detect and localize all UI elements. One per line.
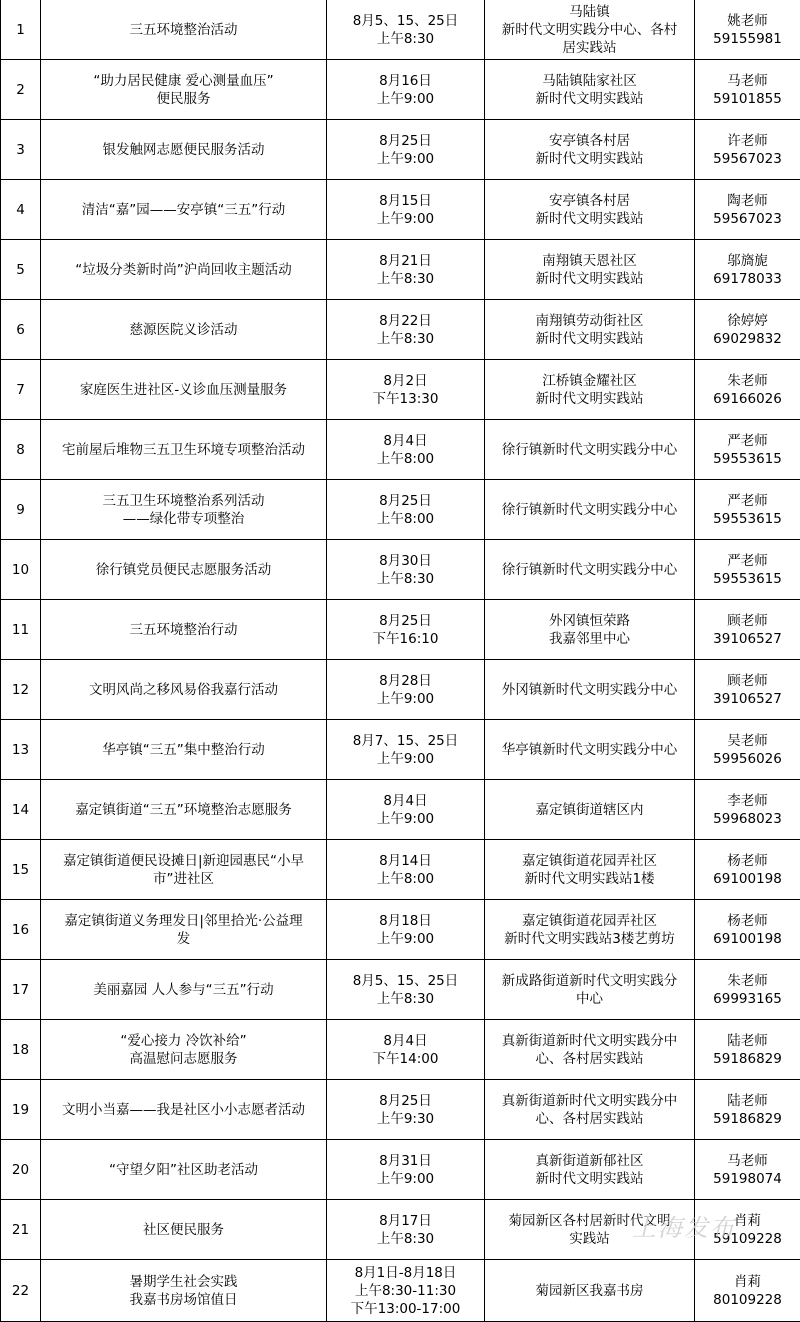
contact-cell-line: 肖莉 bbox=[697, 1212, 798, 1230]
row-number: 15 bbox=[1, 840, 41, 900]
time-cell bbox=[327, 1200, 485, 1260]
row-number: 12 bbox=[1, 660, 41, 720]
time-cell bbox=[327, 300, 485, 360]
place-cell-line: 南翔镇劳动街社区 bbox=[487, 312, 692, 330]
time-cell-line: 下午14:00 bbox=[329, 1050, 482, 1068]
place-cell bbox=[485, 1140, 695, 1200]
contact-cell-line: 69029832 bbox=[697, 330, 798, 348]
time-cell-line: 8月5、15、25日 bbox=[329, 12, 482, 30]
contact-cell bbox=[695, 1260, 800, 1322]
time-cell-line: 上午9:00 bbox=[329, 810, 482, 828]
activity-cell bbox=[41, 60, 327, 120]
activity-cell-line: 我嘉书房场馆值日 bbox=[43, 1291, 324, 1309]
contact-cell-line: 39106527 bbox=[697, 690, 798, 708]
activity-cell bbox=[41, 840, 327, 900]
contact-cell-line: 陆老师 bbox=[697, 1032, 798, 1050]
place-cell-line: 马陆镇陆家社区 bbox=[487, 72, 692, 90]
contact-cell-line: 邬旖旎 bbox=[697, 252, 798, 270]
contact-cell-line: 80109228 bbox=[697, 1291, 798, 1309]
place-cell-line: 心、各村居实践站 bbox=[487, 1050, 692, 1068]
row-number: 8 bbox=[1, 420, 41, 480]
row-number: 11 bbox=[1, 600, 41, 660]
activity-cell-line: 宅前屋后堆物三五卫生环境专项整治活动 bbox=[43, 441, 324, 459]
time-cell bbox=[327, 120, 485, 180]
table-row bbox=[1, 660, 800, 720]
activity-cell-line: 发 bbox=[43, 930, 324, 948]
place-cell bbox=[485, 420, 695, 480]
contact-cell-line: 严老师 bbox=[697, 492, 798, 510]
place-cell-line: 华亭镇新时代文明实践分中心 bbox=[487, 741, 692, 759]
activity-cell bbox=[41, 1140, 327, 1200]
place-cell bbox=[485, 240, 695, 300]
row-number: 14 bbox=[1, 780, 41, 840]
time-cell-line: 上午8:30 bbox=[329, 1230, 482, 1248]
activity-cell-line: 清洁“嘉”园——安亭镇“三五”行动 bbox=[43, 201, 324, 219]
place-cell bbox=[485, 960, 695, 1020]
row-number: 2 bbox=[1, 60, 41, 120]
table-row bbox=[1, 420, 800, 480]
contact-cell-line: 59553615 bbox=[697, 510, 798, 528]
place-cell-line: 新时代文明实践站 bbox=[487, 1170, 692, 1188]
time-cell-line: 上午9:00 bbox=[329, 930, 482, 948]
contact-cell-line: 杨老师 bbox=[697, 852, 798, 870]
table-row bbox=[1, 180, 800, 240]
activity-cell-line: 家庭医生进社区-义诊血压测量服务 bbox=[43, 381, 324, 399]
place-cell-line: 新时代文明实践站 bbox=[487, 150, 692, 168]
place-cell bbox=[485, 300, 695, 360]
time-cell-line: 8月25日 bbox=[329, 492, 482, 510]
activity-cell bbox=[41, 720, 327, 780]
activity-cell bbox=[41, 780, 327, 840]
activity-cell-line: 慈源医院义诊活动 bbox=[43, 321, 324, 339]
place-cell bbox=[485, 600, 695, 660]
contact-cell-line: 59109228 bbox=[697, 1230, 798, 1248]
row-number: 18 bbox=[1, 1020, 41, 1080]
place-cell-line: 新时代文明实践站 bbox=[487, 90, 692, 108]
time-cell-line: 8月4日 bbox=[329, 792, 482, 810]
contact-cell-line: 姚老师 bbox=[697, 12, 798, 30]
activity-cell bbox=[41, 600, 327, 660]
contact-cell-line: 59567023 bbox=[697, 210, 798, 228]
row-number: 6 bbox=[1, 300, 41, 360]
activity-cell bbox=[41, 1080, 327, 1140]
place-cell bbox=[485, 0, 695, 60]
contact-cell bbox=[695, 900, 800, 960]
contact-cell-line: 59155981 bbox=[697, 30, 798, 48]
activity-cell-line: 三五环境整治行动 bbox=[43, 621, 324, 639]
table-row bbox=[1, 120, 800, 180]
place-cell-line: 新时代文明实践站 bbox=[487, 210, 692, 228]
time-cell bbox=[327, 840, 485, 900]
place-cell-line: 新时代文明实践站1楼 bbox=[487, 870, 692, 888]
contact-cell bbox=[695, 180, 800, 240]
place-cell-line: 菊园新区我嘉书房 bbox=[487, 1282, 692, 1300]
time-cell-line: 上午8:30 bbox=[329, 990, 482, 1008]
time-cell-line: 8月4日 bbox=[329, 1032, 482, 1050]
contact-cell-line: 59553615 bbox=[697, 450, 798, 468]
contact-cell-line: 朱老师 bbox=[697, 372, 798, 390]
row-number: 1 bbox=[1, 0, 41, 60]
row-number: 19 bbox=[1, 1080, 41, 1140]
place-cell-line: 新成路街道新时代文明实践分 bbox=[487, 972, 692, 990]
time-cell-line: 上午8:30 bbox=[329, 570, 482, 588]
place-cell bbox=[485, 1260, 695, 1322]
contact-cell-line: 59101855 bbox=[697, 90, 798, 108]
table-row bbox=[1, 1260, 800, 1322]
time-cell bbox=[327, 600, 485, 660]
activity-cell-line: 社区便民服务 bbox=[43, 1221, 324, 1239]
time-cell-line: 8月5、15、25日 bbox=[329, 972, 482, 990]
contact-cell-line: 69100198 bbox=[697, 930, 798, 948]
row-number: 5 bbox=[1, 240, 41, 300]
contact-cell-line: 59968023 bbox=[697, 810, 798, 828]
table-row bbox=[1, 840, 800, 900]
activity-cell-line: 嘉定镇街道义务理发日|邻里拾光·公益理 bbox=[43, 912, 324, 930]
time-cell-line: 8月21日 bbox=[329, 252, 482, 270]
place-cell bbox=[485, 360, 695, 420]
contact-cell-line: 69993165 bbox=[697, 990, 798, 1008]
table-row bbox=[1, 60, 800, 120]
time-cell bbox=[327, 0, 485, 60]
place-cell-line: 新时代文明实践站3楼艺剪坊 bbox=[487, 930, 692, 948]
place-cell bbox=[485, 480, 695, 540]
place-cell bbox=[485, 660, 695, 720]
place-cell-line: 新时代文明实践站 bbox=[487, 270, 692, 288]
time-cell-line: 下午13:00-17:00 bbox=[329, 1300, 482, 1318]
activity-cell bbox=[41, 540, 327, 600]
time-cell-line: 8月15日 bbox=[329, 192, 482, 210]
activity-cell-line: 暑期学生社会实践 bbox=[43, 1273, 324, 1291]
time-cell-line: 8月4日 bbox=[329, 432, 482, 450]
place-cell-line: 南翔镇天恩社区 bbox=[487, 252, 692, 270]
activity-cell-line: 高温慰问志愿服务 bbox=[43, 1050, 324, 1068]
place-cell bbox=[485, 540, 695, 600]
row-number: 17 bbox=[1, 960, 41, 1020]
contact-cell bbox=[695, 840, 800, 900]
activity-cell bbox=[41, 360, 327, 420]
time-cell bbox=[327, 180, 485, 240]
activity-cell bbox=[41, 1020, 327, 1080]
contact-cell bbox=[695, 420, 800, 480]
place-cell-line: 徐行镇新时代文明实践分中心 bbox=[487, 501, 692, 519]
time-cell-line: 8月25日 bbox=[329, 132, 482, 150]
activity-cell-line: 美丽嘉园 人人参与“三五”行动 bbox=[43, 981, 324, 999]
contact-cell-line: 陶老师 bbox=[697, 192, 798, 210]
activity-cell-line: 市”进社区 bbox=[43, 870, 324, 888]
time-cell-line: 上午9:00 bbox=[329, 1170, 482, 1188]
contact-cell-line: 许老师 bbox=[697, 132, 798, 150]
time-cell-line: 8月30日 bbox=[329, 552, 482, 570]
contact-cell-line: 肖莉 bbox=[697, 1273, 798, 1291]
table-row bbox=[1, 300, 800, 360]
contact-cell-line: 顾老师 bbox=[697, 612, 798, 630]
contact-cell-line: 59186829 bbox=[697, 1050, 798, 1068]
time-cell-line: 8月31日 bbox=[329, 1152, 482, 1170]
place-cell-line: 新时代文明实践站 bbox=[487, 330, 692, 348]
place-cell bbox=[485, 120, 695, 180]
contact-cell-line: 严老师 bbox=[697, 432, 798, 450]
activity-cell-line: 银发触网志愿便民服务活动 bbox=[43, 141, 324, 159]
activity-cell bbox=[41, 300, 327, 360]
place-cell bbox=[485, 900, 695, 960]
place-cell bbox=[485, 720, 695, 780]
time-cell-line: 上午8:30-11:30 bbox=[329, 1282, 482, 1300]
place-cell-line: 我嘉邻里中心 bbox=[487, 630, 692, 648]
table-row bbox=[1, 600, 800, 660]
time-cell bbox=[327, 780, 485, 840]
time-cell bbox=[327, 660, 485, 720]
activity-cell bbox=[41, 1260, 327, 1322]
table-row bbox=[1, 960, 800, 1020]
place-cell-line: 马陆镇 bbox=[487, 3, 692, 21]
place-cell-line: 真新街道新时代文明实践分中 bbox=[487, 1092, 692, 1110]
time-cell bbox=[327, 420, 485, 480]
watermark-logo: 上海发布 bbox=[632, 1208, 736, 1243]
row-number: 22 bbox=[1, 1260, 41, 1322]
time-cell bbox=[327, 1140, 485, 1200]
contact-cell-line: 朱老师 bbox=[697, 972, 798, 990]
activity-cell bbox=[41, 660, 327, 720]
place-cell-line: 安亭镇各村居 bbox=[487, 192, 692, 210]
contact-cell bbox=[695, 300, 800, 360]
place-cell bbox=[485, 1080, 695, 1140]
row-number: 7 bbox=[1, 360, 41, 420]
place-cell-line: 徐行镇新时代文明实践分中心 bbox=[487, 561, 692, 579]
time-cell-line: 上午9:30 bbox=[329, 1110, 482, 1128]
place-cell-line: 菊园新区各村居新时代文明 bbox=[487, 1212, 692, 1230]
activity-cell-line: 文明小当嘉——我是社区小小志愿者活动 bbox=[43, 1101, 324, 1119]
place-cell-line: 江桥镇金耀社区 bbox=[487, 372, 692, 390]
time-cell-line: 8月28日 bbox=[329, 672, 482, 690]
activity-cell-line: “助力居民健康 爱心测量血压” bbox=[43, 72, 324, 90]
place-cell-line: 安亭镇各村居 bbox=[487, 132, 692, 150]
activity-cell-line: “守望夕阳”社区助老活动 bbox=[43, 1161, 324, 1179]
activity-cell bbox=[41, 900, 327, 960]
activity-cell bbox=[41, 960, 327, 1020]
contact-cell-line: 吴老师 bbox=[697, 732, 798, 750]
activity-cell-line: 文明风尚之移风易俗我嘉行活动 bbox=[43, 681, 324, 699]
table-row bbox=[1, 1080, 800, 1140]
time-cell bbox=[327, 1080, 485, 1140]
contact-cell bbox=[695, 1020, 800, 1080]
table-row bbox=[1, 240, 800, 300]
row-number: 21 bbox=[1, 1200, 41, 1260]
activity-cell-line: 嘉定镇街道“三五”环境整治志愿服务 bbox=[43, 801, 324, 819]
time-cell-line: 上午8:30 bbox=[329, 270, 482, 288]
time-cell-line: 上午8:00 bbox=[329, 450, 482, 468]
contact-cell-line: 马老师 bbox=[697, 72, 798, 90]
contact-cell-line: 李老师 bbox=[697, 792, 798, 810]
contact-cell bbox=[695, 1080, 800, 1140]
activity-cell-line: “垃圾分类新时尚”沪尚回收主题活动 bbox=[43, 261, 324, 279]
time-cell-line: 上午9:00 bbox=[329, 150, 482, 168]
time-cell bbox=[327, 960, 485, 1020]
time-cell bbox=[327, 1020, 485, 1080]
time-cell-line: 下午16:10 bbox=[329, 630, 482, 648]
contact-cell bbox=[695, 720, 800, 780]
time-cell-line: 上午9:00 bbox=[329, 750, 482, 768]
activity-cell-line: 三五卫生环境整治系列活动 bbox=[43, 492, 324, 510]
row-number: 20 bbox=[1, 1140, 41, 1200]
place-cell-line: 嘉定镇街道辖区内 bbox=[487, 801, 692, 819]
time-cell-line: 下午13:30 bbox=[329, 390, 482, 408]
activity-cell bbox=[41, 0, 327, 60]
table-row bbox=[1, 720, 800, 780]
time-cell bbox=[327, 360, 485, 420]
place-cell-line: 徐行镇新时代文明实践分中心 bbox=[487, 441, 692, 459]
time-cell-line: 上午9:00 bbox=[329, 90, 482, 108]
time-cell-line: 8月1日-8月18日 bbox=[329, 1264, 482, 1282]
table-row bbox=[1, 540, 800, 600]
contact-cell bbox=[695, 0, 800, 60]
contact-cell-line: 39106527 bbox=[697, 630, 798, 648]
contact-cell bbox=[695, 600, 800, 660]
time-cell-line: 8月17日 bbox=[329, 1212, 482, 1230]
contact-cell bbox=[695, 480, 800, 540]
activity-cell bbox=[41, 480, 327, 540]
place-cell-line: 居实践站 bbox=[487, 39, 692, 57]
activity-cell bbox=[41, 420, 327, 480]
contact-cell bbox=[695, 360, 800, 420]
activity-cell-line: 三五环境整治活动 bbox=[43, 21, 324, 39]
activity-cell-line: 便民服务 bbox=[43, 90, 324, 108]
place-cell-line: 新时代文明实践分中心、各村 bbox=[487, 21, 692, 39]
activity-cell bbox=[41, 120, 327, 180]
time-cell-line: 8月18日 bbox=[329, 912, 482, 930]
time-cell-line: 上午8:00 bbox=[329, 870, 482, 888]
time-cell-line: 上午8:30 bbox=[329, 330, 482, 348]
place-cell bbox=[485, 780, 695, 840]
contact-cell bbox=[695, 120, 800, 180]
contact-cell-line: 69178033 bbox=[697, 270, 798, 288]
time-cell bbox=[327, 1260, 485, 1322]
contact-cell-line: 59198074 bbox=[697, 1170, 798, 1188]
activity-cell-line: 徐行镇党员便民志愿服务活动 bbox=[43, 561, 324, 579]
table-row bbox=[1, 480, 800, 540]
place-cell bbox=[485, 180, 695, 240]
time-cell-line: 8月14日 bbox=[329, 852, 482, 870]
contact-cell-line: 59186829 bbox=[697, 1110, 798, 1128]
contact-cell-line: 59567023 bbox=[697, 150, 798, 168]
row-number: 13 bbox=[1, 720, 41, 780]
activity-cell bbox=[41, 240, 327, 300]
activity-cell-line: “爱心接力 冷饮补给” bbox=[43, 1032, 324, 1050]
place-cell-line: 真新街道新时代文明实践分中 bbox=[487, 1032, 692, 1050]
contact-cell-line: 徐婷婷 bbox=[697, 312, 798, 330]
place-cell-line: 外冈镇新时代文明实践分中心 bbox=[487, 681, 692, 699]
time-cell-line: 上午8:30 bbox=[329, 30, 482, 48]
time-cell-line: 8月25日 bbox=[329, 612, 482, 630]
time-cell-line: 8月16日 bbox=[329, 72, 482, 90]
activity-cell-line: 华亭镇“三五”集中整治行动 bbox=[43, 741, 324, 759]
row-number: 9 bbox=[1, 480, 41, 540]
contact-cell-line: 69166026 bbox=[697, 390, 798, 408]
place-cell bbox=[485, 840, 695, 900]
time-cell bbox=[327, 60, 485, 120]
contact-cell bbox=[695, 60, 800, 120]
table-row bbox=[1, 0, 800, 60]
row-number: 3 bbox=[1, 120, 41, 180]
place-cell-line: 中心 bbox=[487, 990, 692, 1008]
table-row bbox=[1, 780, 800, 840]
row-number: 16 bbox=[1, 900, 41, 960]
place-cell-line: 新时代文明实践站 bbox=[487, 390, 692, 408]
row-number: 10 bbox=[1, 540, 41, 600]
time-cell-line: 上午9:00 bbox=[329, 210, 482, 228]
time-cell bbox=[327, 720, 485, 780]
contact-cell-line: 59553615 bbox=[697, 570, 798, 588]
time-cell-line: 8月22日 bbox=[329, 312, 482, 330]
time-cell bbox=[327, 900, 485, 960]
contact-cell bbox=[695, 1140, 800, 1200]
contact-cell bbox=[695, 540, 800, 600]
table-row bbox=[1, 1020, 800, 1080]
table-row bbox=[1, 360, 800, 420]
place-cell-line: 心、各村居实践站 bbox=[487, 1110, 692, 1128]
place-cell-line: 外冈镇恒荣路 bbox=[487, 612, 692, 630]
contact-cell-line: 顾老师 bbox=[697, 672, 798, 690]
activity-cell-line: 嘉定镇街道便民设摊日|新迎园惠民“小早 bbox=[43, 852, 324, 870]
time-cell-line: 8月7、15、25日 bbox=[329, 732, 482, 750]
time-cell-line: 上午8:00 bbox=[329, 510, 482, 528]
place-cell-line: 嘉定镇街道花园弄社区 bbox=[487, 852, 692, 870]
contact-cell bbox=[695, 960, 800, 1020]
time-cell-line: 上午9:00 bbox=[329, 690, 482, 708]
time-cell bbox=[327, 540, 485, 600]
contact-cell bbox=[695, 660, 800, 720]
activity-cell bbox=[41, 180, 327, 240]
time-cell-line: 8月25日 bbox=[329, 1092, 482, 1110]
time-cell bbox=[327, 480, 485, 540]
activity-cell-line: ——绿化带专项整治 bbox=[43, 510, 324, 528]
place-cell-line: 真新街道新郁社区 bbox=[487, 1152, 692, 1170]
contact-cell bbox=[695, 240, 800, 300]
table-row bbox=[1, 1140, 800, 1200]
place-cell-line: 实践站 bbox=[487, 1230, 692, 1248]
contact-cell-line: 69100198 bbox=[697, 870, 798, 888]
place-cell bbox=[485, 60, 695, 120]
activity-table-body bbox=[1, 0, 800, 1322]
contact-cell bbox=[695, 780, 800, 840]
contact-cell-line: 杨老师 bbox=[697, 912, 798, 930]
row-number: 4 bbox=[1, 180, 41, 240]
time-cell-line: 8月2日 bbox=[329, 372, 482, 390]
contact-cell-line: 严老师 bbox=[697, 552, 798, 570]
contact-cell-line: 59956026 bbox=[697, 750, 798, 768]
place-cell-line: 嘉定镇街道花园弄社区 bbox=[487, 912, 692, 930]
contact-cell-line: 陆老师 bbox=[697, 1092, 798, 1110]
time-cell bbox=[327, 240, 485, 300]
activity-cell bbox=[41, 1200, 327, 1260]
table-row bbox=[1, 900, 800, 960]
place-cell bbox=[485, 1020, 695, 1080]
contact-cell-line: 马老师 bbox=[697, 1152, 798, 1170]
